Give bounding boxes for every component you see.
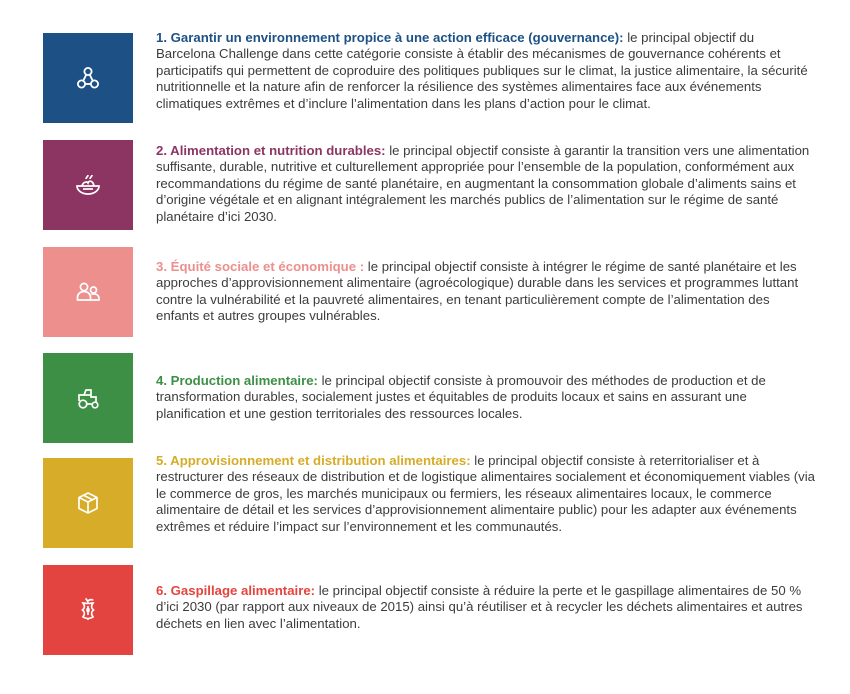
nutrition-title: 2. Alimentation et nutrition durables: — [156, 143, 386, 158]
governance-text — [156, 30, 816, 112]
production-text — [156, 373, 816, 422]
equity-body: le principal objectif consiste à intégrer le régime de santé planétaire et les approches d’approvisionnement alimentaire (agroécologique) durable dans les services et programmes luttant contre la vulnérabilité et la pauvreté alimentaires, en tenant particulièrement compte de l’alimentation des enfants et autres groupes vulnérables. — [156, 259, 799, 324]
governance-body: le principal objectif du Barcelona Challenge dans cette catégorie consiste à établir des mécanismes de gouvernance cohérents et participatifs qui permettent de coproduire des politiques publiques sur le climat, la justice alimentaire, la sécurité nutritionnelle et la nature afin de renforcer la résilience des systèmes alimentaires face aux événements climatiques extrêmes et d’inclure l’alimentation dans les plans d’action pour le climat. — [156, 30, 808, 111]
governance-title: 1. Garantir un environnement propice à une action efficace (gouvernance): — [156, 30, 624, 45]
governance-tile — [43, 33, 133, 123]
production-title: 4. Production alimentaire: — [156, 373, 318, 388]
supply-title: 5. Approvisionnement et distribution alimentaires: — [156, 453, 471, 468]
supply-tile — [43, 458, 133, 548]
waste-title: 6. Gaspillage alimentaire: — [156, 583, 316, 598]
nutrition-tile — [43, 140, 133, 230]
food-bowl-icon — [74, 171, 102, 199]
equity-tile — [43, 247, 133, 337]
production-body: le principal objectif consiste à promouvoir des méthodes de production et de transformation durables, socialement justes et équitables de produits locaux et sains en assurant une planification et une gestion territoriales des ressources locales. — [156, 373, 766, 421]
tractor-icon — [74, 384, 102, 412]
apple-core-icon — [74, 596, 102, 624]
production-tile — [43, 353, 133, 443]
supply-body: le principal objectif consiste à reterritorialiser et à restructurer des réseaux de distribution et de logistique alimentaires socialement et économiquement viables (via le commerce de gros, les marchés municipaux ou fermiers, les réseaux alimentaires locaux, le commerce alimentaire de détail et les services d’approvisionnement alimentaire public) pour les adapter aux événements extrêmes et réduire l’impact sur l’environnement et les communautés. — [156, 453, 815, 534]
waste-text — [156, 583, 816, 632]
supply-text — [156, 453, 816, 535]
equity-title: 3. Équité sociale et économique : — [156, 259, 365, 274]
nutrition-text — [156, 143, 816, 225]
people-icon — [74, 278, 102, 306]
equity-text — [156, 259, 816, 325]
waste-body: le principal objectif consiste à réduire la perte et le gaspillage alimentaires de 50 % d’ici 2030 (par rapport aux niveaux de 2015) ainsi qu’à réutiliser et à recycler les déchets alimentaires et autres déchets en lien avec l’alimentation. — [156, 583, 803, 631]
box-icon — [74, 489, 102, 517]
waste-tile — [43, 565, 133, 655]
network-nodes-icon — [74, 64, 102, 92]
nutrition-body: le principal objectif consiste à garantir la transition vers une alimentation suffisante, durable, nutritive et culturellement appropriée pour l’ensemble de la population, conformément aux recommandations du régime de santé planétaire, en augmentant la consommation globale d’aliments sains et d’origine végétale et en alignant intégralement les marchés publics de l’alimentation sur le régime de santé planétaire d’ici 2030. — [156, 143, 810, 224]
